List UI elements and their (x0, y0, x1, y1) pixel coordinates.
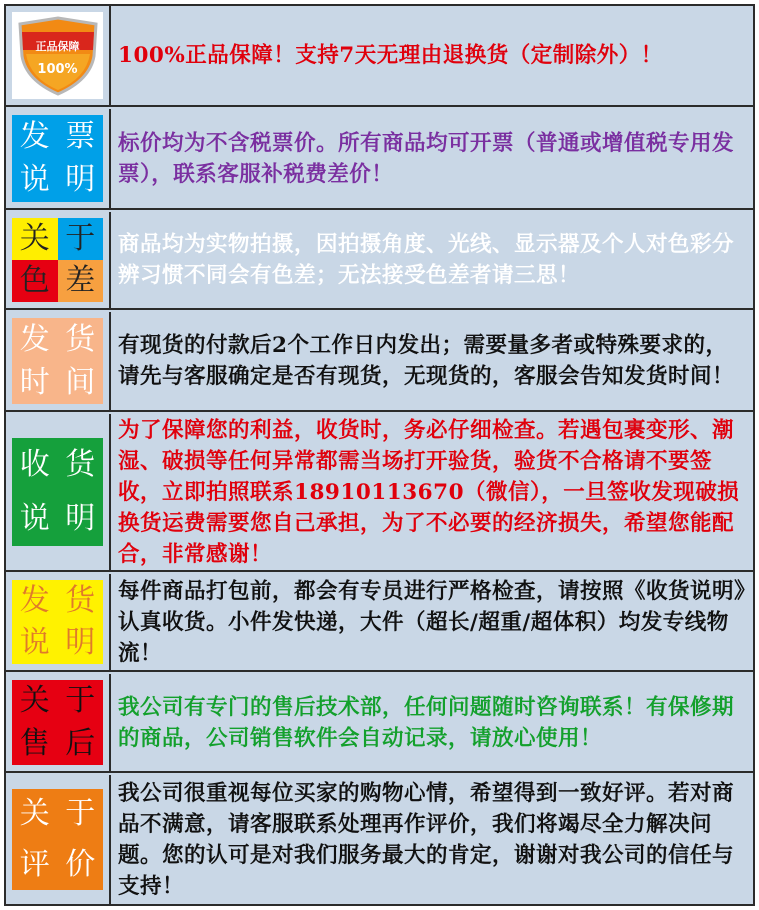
row-receiving-text: 为了保障您的利益，收货时，务必仔细检查。若遇包裹变形、潮湿、破损等任何异常都需当场打开验货，验货不合格请不要签收，立即拍照联系18910113670（微信），一旦签收发现破损换货运费需要您自己承担，为了不必要的经济损失，希望您能配合，非常感谢！ (118, 417, 740, 567)
label-char: 时 (12, 361, 58, 404)
label-char: 发 (12, 318, 58, 361)
label-char: 于 (58, 789, 104, 840)
label-char: 间 (58, 361, 104, 404)
label-char: 于 (58, 680, 104, 723)
row-after-sales-label (6, 674, 111, 771)
label-char: 于 (58, 218, 104, 260)
label-char: 关 (12, 789, 58, 840)
row-receiving-label (6, 414, 111, 570)
receiving-label-tile (12, 438, 103, 546)
label-char: 说 (12, 492, 58, 546)
row-shipping-instructions-label (6, 574, 111, 670)
shipping-time-label-tile (12, 318, 103, 404)
row-shipping-time-label (6, 312, 111, 410)
label-char: 发 (12, 580, 58, 622)
label-char: 明 (58, 622, 104, 664)
row-after-sales-text: 我公司有专门的售后技术部，任何问题随时咨询联系！有保修期的商品，公司销售软件会自动记录，请放心使用！ (118, 694, 735, 751)
row-invoice-label (6, 109, 111, 208)
row-shipping-instructions-text: 每件商品打包前，都会有专员进行严格检查，请按照《收货说明》认真收货。小件发快递，大件（超长/超重/超体积）均发专线物流！ (118, 578, 746, 666)
shipping-instructions-label-tile (12, 580, 103, 664)
label-char: 售 (12, 723, 58, 766)
label-char: 收 (12, 438, 58, 492)
row-invoice-text: 标价均为不含税票价。所有商品均可开票（普通或增值税专用发票），联系客服补税费差价！ (118, 130, 735, 187)
row-reviews (6, 775, 753, 904)
row-guarantee-content (118, 6, 747, 105)
row-shipping-time (6, 312, 753, 412)
label-char: 票 (58, 115, 104, 159)
after-sales-label-tile (12, 680, 103, 765)
row-shipping-instructions (6, 574, 753, 672)
row-receiving (6, 414, 753, 572)
label-char: 评 (12, 840, 58, 891)
row-receiving-content (118, 414, 747, 570)
color-difference-label-tile (12, 218, 103, 302)
label-char: 发 (12, 115, 58, 159)
label-char: 后 (58, 723, 104, 766)
guarantee-badge (12, 12, 103, 99)
badge-line2: 100% (37, 61, 78, 77)
row-reviews-text: 我公司很重视每位买家的购物心情，希望得到一致好评。若对商品不满意，请客服联系处理再作评价，我们将竭尽全力解决问题。您的认可是对我们服务最大的肯定，谢谢对我公司的信任与支持！ (118, 780, 735, 899)
label-char: 色 (12, 260, 58, 302)
row-shipping-instructions-content (118, 574, 747, 670)
label-char: 明 (58, 492, 104, 546)
shield-icon (14, 16, 102, 96)
row-color-difference-text: 商品均为实物拍摄，因拍摄角度、光线、显示器及个人对色彩分辨习惯不同会有色差；无法接受色差者请三思！ (118, 232, 735, 288)
badge-line1: 正品保障 (35, 39, 80, 53)
label-char: 货 (58, 438, 104, 492)
row-shipping-time-text: 有现货的付款后2个工作日内发出；需要量多者或特殊要求的，请先与客服确定是否有现货，无现货的，客服会告知发货时间！ (118, 333, 735, 389)
row-color-difference (6, 212, 753, 310)
label-char: 关 (12, 218, 58, 260)
label-char: 关 (12, 680, 58, 723)
label-char: 明 (58, 159, 104, 203)
policy-board (4, 4, 755, 906)
row-guarantee (6, 6, 753, 107)
row-after-sales-content (118, 674, 747, 771)
reviews-label-tile (12, 789, 103, 890)
row-guarantee-label (6, 6, 111, 105)
row-color-difference-label (6, 212, 111, 308)
label-char: 说 (12, 622, 58, 664)
row-guarantee-text: 100%正品保障！支持7天无理由退换货（定制除外）！ (118, 43, 663, 68)
label-char: 货 (58, 580, 104, 622)
label-char: 价 (58, 840, 104, 891)
row-shipping-time-content (118, 312, 747, 410)
row-reviews-label (6, 775, 111, 904)
row-invoice (6, 109, 753, 210)
label-char: 差 (58, 260, 104, 302)
invoice-label-tile (12, 115, 103, 202)
row-invoice-content (118, 109, 747, 208)
label-char: 货 (58, 318, 104, 361)
row-color-difference-content (118, 212, 747, 308)
label-char: 说 (12, 159, 58, 203)
row-after-sales (6, 674, 753, 773)
row-reviews-content (118, 775, 747, 904)
